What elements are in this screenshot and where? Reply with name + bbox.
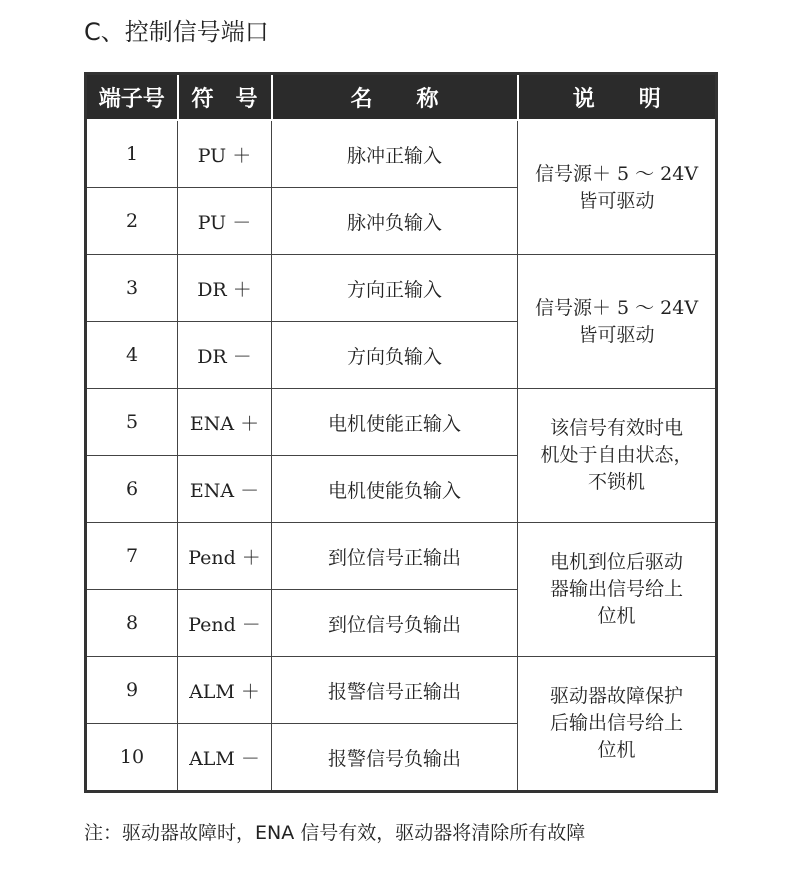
name-cell: 到位信号正输出 xyxy=(272,523,518,590)
name-cell: 电机使能负输入 xyxy=(272,456,518,523)
description-line: 该信号有效时电 xyxy=(549,417,683,439)
description-line: 不锁机 xyxy=(587,471,645,493)
table-row xyxy=(86,389,717,456)
name-cell: 脉冲负输入 xyxy=(272,188,518,255)
description-cell xyxy=(518,120,717,255)
symbol-cell: ALM ＋ xyxy=(178,657,272,724)
description-line: 位机 xyxy=(597,739,636,761)
header-symbol: 符 号 xyxy=(178,74,272,121)
terminal-cell: 7 xyxy=(86,523,178,590)
description-line: 机处于自由状态， xyxy=(540,444,693,466)
name-cell: 报警信号正输出 xyxy=(272,657,518,724)
name-cell: 脉冲正输入 xyxy=(272,120,518,188)
name-cell: 到位信号负输出 xyxy=(272,590,518,657)
symbol-cell: ALM － xyxy=(178,724,272,792)
terminal-cell: 5 xyxy=(86,389,178,456)
table-header-row xyxy=(86,74,717,121)
terminal-cell: 3 xyxy=(86,255,178,322)
terminal-cell: 4 xyxy=(86,322,178,389)
description-line: 器输出信号给上 xyxy=(549,578,683,600)
terminal-cell: 9 xyxy=(86,657,178,724)
name-cell: 方向负输入 xyxy=(272,322,518,389)
symbol-cell: Pend ＋ xyxy=(178,523,272,590)
symbol-cell: DR － xyxy=(178,322,272,389)
header-name: 名 称 xyxy=(272,74,518,121)
name-cell: 报警信号负输出 xyxy=(272,724,518,792)
terminal-cell: 6 xyxy=(86,456,178,523)
description-cell xyxy=(518,255,717,389)
header-terminal: 端子号 xyxy=(86,74,178,121)
table-row xyxy=(86,657,717,724)
symbol-cell: ENA － xyxy=(178,456,272,523)
symbol-cell: ENA ＋ xyxy=(178,389,272,456)
symbol-cell: Pend － xyxy=(178,590,272,657)
section-title: C、控制信号端口 xyxy=(84,18,269,46)
symbol-cell: PU － xyxy=(178,188,272,255)
terminal-cell: 1 xyxy=(86,120,178,188)
description-line: 驱动器故障保护 xyxy=(549,685,683,707)
description-line: 皆可驱动 xyxy=(578,189,655,212)
symbol-cell: PU ＋ xyxy=(178,120,272,188)
table-row xyxy=(86,255,717,322)
description-cell xyxy=(518,657,717,792)
description-line: 信号源＋ 5 ～ 24V xyxy=(534,162,699,185)
description-line: 位机 xyxy=(597,605,636,627)
name-cell: 方向正输入 xyxy=(272,255,518,322)
terminal-cell: 10 xyxy=(86,724,178,792)
control-signal-port-table xyxy=(84,72,718,793)
header-description: 说 明 xyxy=(518,74,717,121)
footnote: 注：驱动器故障时，ENA 信号有效，驱动器将清除所有故障 xyxy=(84,822,586,844)
table-row xyxy=(86,523,717,590)
symbol-cell: DR ＋ xyxy=(178,255,272,322)
description-line: 皆可驱动 xyxy=(578,323,655,346)
terminal-cell: 2 xyxy=(86,188,178,255)
description-line: 信号源＋ 5 ～ 24V xyxy=(534,296,699,319)
table-row xyxy=(86,120,717,188)
terminal-cell: 8 xyxy=(86,590,178,657)
description-cell xyxy=(518,389,717,523)
name-cell: 电机使能正输入 xyxy=(272,389,518,456)
description-cell xyxy=(518,523,717,657)
description-line: 后输出信号给上 xyxy=(549,712,683,734)
description-line: 电机到位后驱动 xyxy=(549,551,683,573)
